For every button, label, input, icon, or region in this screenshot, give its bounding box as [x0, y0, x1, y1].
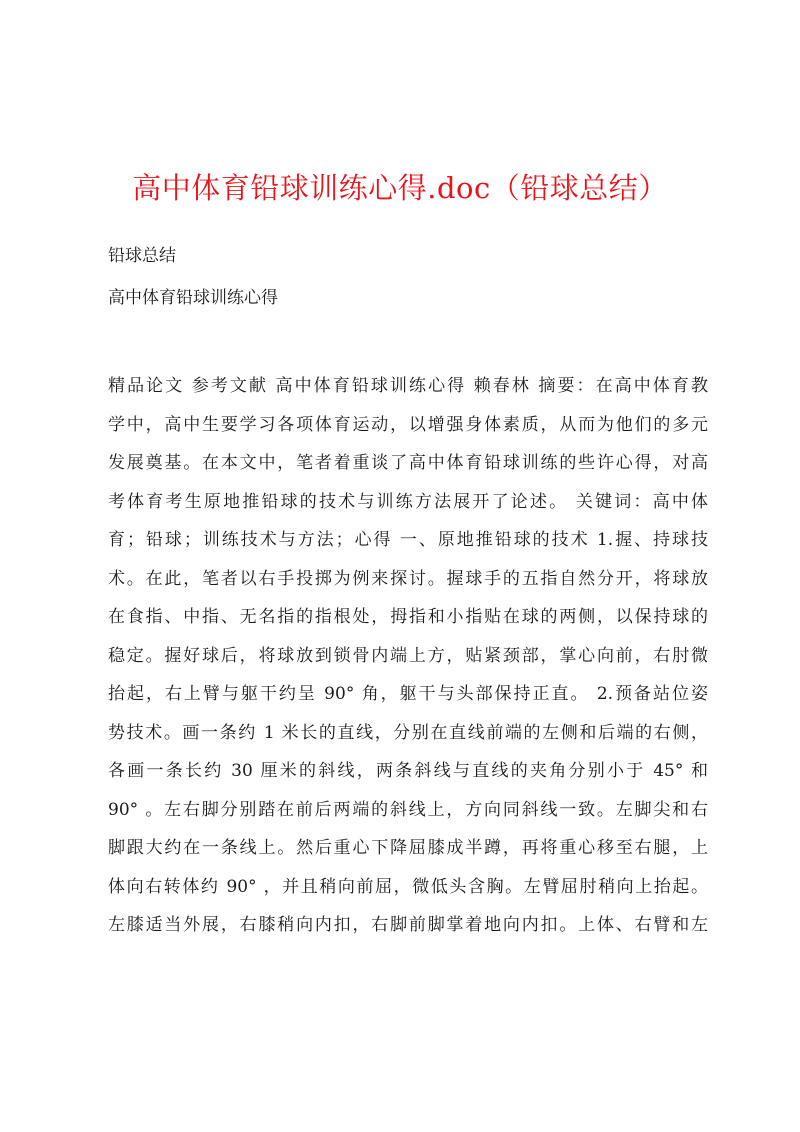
document-title: 高中体育铅球训练心得.doc（铅球总结） [132, 171, 668, 205]
body-paragraph [108, 367, 708, 945]
body-line: 抬起，右上臂与躯干约呈 90° 角，躯干与头部保持正直。 2.预备站位姿 [108, 684, 708, 704]
body-line: 90° 。左右脚分别踏在前后两端的斜线上，方向同斜线一致。左脚尖和右 [108, 799, 708, 820]
body-line: 稳定。握好球后，将球放到锁骨内端上方，贴紧颈部，掌心向前，右肘微 [108, 645, 708, 666]
subheading-article-title: 高中体育铅球训练心得 [108, 288, 278, 308]
body-line: 考体育考生原地推铅球的技术与训练方法展开了论述。 关键词：高中体 [108, 491, 708, 512]
body-line: 精品论文 参考文献 高中体育铅球训练心得 赖春林 摘要：在高中体育教 [108, 376, 708, 396]
subheading-summary: 铅球总结 [108, 246, 176, 266]
body-line: 各画一条长约 30 厘米的斜线，两条斜线与直线的夹角分别小于 45° 和 [108, 761, 708, 781]
body-line: 势技术。画一条约 1 米长的直线，分别在直线前端的左侧和后端的右侧， [108, 722, 708, 743]
body-line: 在食指、中指、无名指的指根处，拇指和小指贴在球的两侧，以保持球的 [108, 607, 708, 627]
body-line: 脚跟大约在一条线上。然后重心下降屈膝成半蹲，再将重心移至右腿，上 [108, 838, 708, 858]
body-line: 发展奠基。在本文中，笔者着重谈了高中体育铅球训练的些许心得，对高 [108, 453, 708, 473]
body-line: 术。在此，笔者以右手投掷为例来探讨。握球手的五指自然分开，将球放 [108, 568, 708, 589]
body-line: 左膝适当外展，右膝稍向内扣，右脚前脚掌着地向内扣。上体、右臂和左 [108, 915, 708, 935]
body-line: 育；铅球；训练技术与方法；心得 一、原地推铅球的技术 1.握、持球技 [108, 530, 708, 550]
body-line: 体向右转体约 90° ，并且稍向前屈，微低头含胸。左臂屈肘稍向上抬起。 [108, 876, 708, 897]
body-line: 学中，高中生要学习各项体育运动，以增强身体素质，从而为他们的多元 [108, 414, 708, 435]
